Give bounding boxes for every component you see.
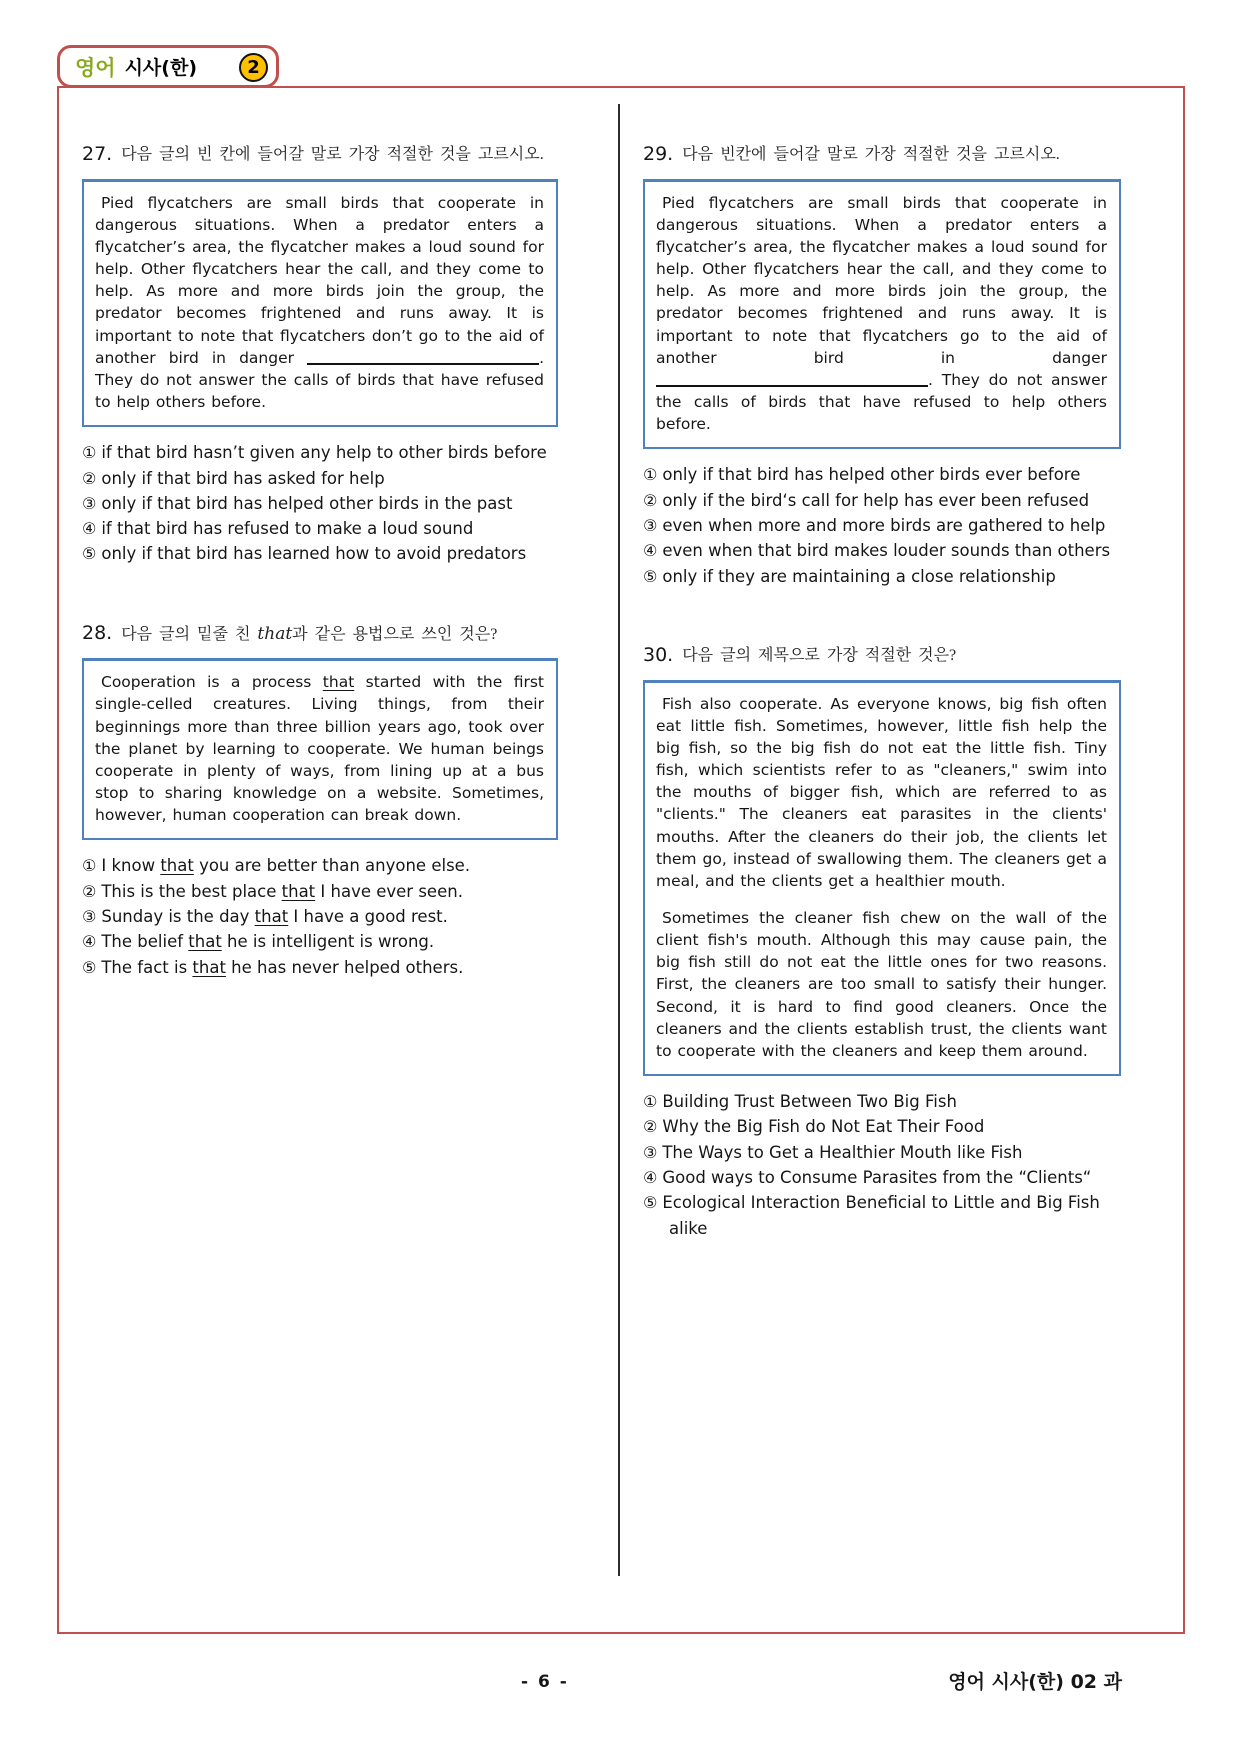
option-text: only if they are maintaining a close relationship xyxy=(662,566,1056,586)
fill-in-blank xyxy=(656,374,928,387)
option-item xyxy=(82,466,558,491)
option-list xyxy=(82,440,558,567)
passage-paragraph: Pied flycatchers are small birds that cooperate in dangerous situations. When a predator enters a flycatcher’s area, the flycatcher makes a loud sound for help. Other flycatchers hear the call, and they come to help. As more and more birds join the group, the predator becomes frightened and runs away. It is important to note that flycatchers go to the aid of another bird in danger . They do not answer the calls of birds that have refused to help others before. xyxy=(656,193,1107,434)
option-marker: ④ xyxy=(643,541,658,561)
option-list xyxy=(643,1089,1121,1241)
question-number: 28. xyxy=(82,621,113,644)
option-marker: ④ xyxy=(82,932,97,952)
right-column xyxy=(643,142,1121,1241)
option-item xyxy=(643,1089,1121,1114)
option-text: The Ways to Get a Healthier Mouth like Fish xyxy=(662,1142,1023,1162)
option-item xyxy=(82,516,558,541)
option-text: The fact is that he has never helped others. xyxy=(101,957,464,977)
question-27-head xyxy=(82,142,558,168)
column-divider xyxy=(618,104,620,1576)
option-text: Good ways to Consume Parasites from the “Clients“ xyxy=(662,1168,1092,1187)
option-item xyxy=(82,929,558,954)
passage-box xyxy=(82,179,558,428)
option-list xyxy=(643,462,1121,589)
question-30-head xyxy=(643,643,1121,669)
option-marker: ③ xyxy=(82,493,97,513)
question-29-head xyxy=(643,142,1121,168)
option-item xyxy=(82,491,558,516)
passage-paragraph: Sometimes the cleaner fish chew on the wall of the client fish's mouth. Although this may cause pain, the big fish still do not eat the little ones for two reasons. First, the cleaners are too small to satisfy their hunger. Second, it is hard to find good cleaners. Once the cleaners and the clients establish trust, the clients want to cooperate with the cleaners and keep them around. xyxy=(656,908,1107,1060)
option-item xyxy=(643,1140,1121,1165)
question-prompt: 다음 글의 밑줄 친 that과 같은 용법으로 쓰인 것은? xyxy=(121,623,498,644)
option-text: I know that you are better than anyone else. xyxy=(101,856,471,876)
option-marker: ① xyxy=(643,465,658,485)
option-text: if that bird hasn’t given any help to other birds before xyxy=(101,443,547,463)
passage-box xyxy=(82,658,558,840)
option-marker: ⑤ xyxy=(643,1193,658,1213)
option-item xyxy=(643,1190,1121,1240)
question-30 xyxy=(643,643,1121,1241)
option-item xyxy=(82,904,558,929)
option-marker: ③ xyxy=(643,515,658,535)
option-marker: ③ xyxy=(82,906,97,926)
option-text: if that bird has refused to make a loud sound xyxy=(101,519,474,539)
fill-in-blank xyxy=(307,352,539,365)
option-item xyxy=(643,1114,1121,1139)
option-item xyxy=(643,462,1121,487)
course-label: 시사(한) xyxy=(124,57,198,79)
option-text: Ecological Interaction Beneficial to Little and Big Fish alike xyxy=(662,1193,1100,1238)
option-item xyxy=(82,853,558,878)
option-item xyxy=(643,1165,1121,1190)
option-item xyxy=(82,955,558,980)
left-column xyxy=(82,142,558,980)
question-29 xyxy=(643,142,1121,589)
option-list xyxy=(82,853,558,980)
option-item xyxy=(643,564,1121,589)
question-number: 30. xyxy=(643,643,674,666)
option-item xyxy=(643,488,1121,513)
option-marker: ⑤ xyxy=(82,957,97,977)
footer-doc-label: 영어 시사(한) 02 과 xyxy=(948,1671,1122,1693)
question-28 xyxy=(82,621,558,980)
question-number: 27. xyxy=(82,143,113,165)
option-text: The belief that he is intelligent is wrong. xyxy=(101,932,435,952)
lesson-number-badge: 2 xyxy=(239,53,268,82)
option-item xyxy=(82,440,558,465)
question-prompt: 다음 글의 제목으로 가장 적절한 것은? xyxy=(682,646,957,664)
question-prompt: 다음 글의 빈 칸에 들어갈 말로 가장 적절한 것을 고르시오. xyxy=(121,146,544,163)
option-marker: ② xyxy=(643,1117,658,1137)
subject-label: 영어 xyxy=(75,55,116,80)
option-text: only if that bird has helped other birds ever before xyxy=(662,465,1081,485)
option-marker: ① xyxy=(82,443,97,463)
question-number: 29. xyxy=(643,143,674,165)
question-28-head xyxy=(82,621,558,648)
option-marker: ⑤ xyxy=(82,544,97,564)
option-text: Sunday is the day that I have a good rest. xyxy=(101,906,448,926)
passage-paragraph: Pied flycatchers are small birds that cooperate in dangerous situations. When a predator enters a flycatcher’s area, the flycatcher makes a loud sound for help. Other flycatchers hear the call, and they come to help. As more and more birds join the group, the predator becomes frightened and runs away. It is important to note that flycatchers don’t go to the aid of another bird in danger . They do not answer the calls of birds that have refused to help others before. xyxy=(95,193,544,412)
footer-page-number: - 6 - xyxy=(521,1672,569,1692)
option-marker: ② xyxy=(82,881,97,901)
passage-box xyxy=(643,680,1121,1077)
option-marker: ② xyxy=(82,468,97,488)
option-text: even when that bird makes louder sounds than others xyxy=(662,541,1111,561)
option-text: only if that bird has learned how to avoid predators xyxy=(101,544,527,564)
option-item xyxy=(82,879,558,904)
option-text: only if that bird has helped other birds in the past xyxy=(101,493,513,513)
passage-paragraph: Cooperation is a process that started with the first single-celled creatures. Living things, from their beginnings more than three billion years ago, took over the planet by learning to cooperate. We human beings cooperate in plenty of ways, from lining up at a bus stop to sharing knowledge on a website. Sometimes, however, human cooperation can break down. xyxy=(95,673,544,825)
option-text: Building Trust Between Two Big Fish xyxy=(662,1092,957,1112)
option-marker: ④ xyxy=(643,1168,658,1187)
option-marker: ④ xyxy=(82,519,97,539)
header-tab xyxy=(57,45,279,88)
option-text: Why the Big Fish do Not Eat Their Food xyxy=(662,1117,985,1137)
option-text: only if the bird‘s call for help has ever been refused xyxy=(662,490,1090,510)
option-item xyxy=(82,541,558,566)
option-item xyxy=(643,538,1121,563)
option-item xyxy=(643,513,1121,538)
option-marker: ⑤ xyxy=(643,566,658,586)
question-prompt: 다음 빈칸에 들어갈 말로 가장 적절한 것을 고르시오. xyxy=(682,146,1060,163)
passage-box xyxy=(643,179,1121,450)
option-marker: ① xyxy=(643,1092,658,1112)
option-text: only if that bird has asked for help xyxy=(101,468,385,488)
option-marker: ② xyxy=(643,490,658,510)
passage-paragraph: Fish also cooperate. As everyone knows, big fish often eat little fish. Sometimes, however, little fish help the big fish, so the big fish do not eat the little fish. Tiny fish, which scientists refer to as "cleaners," swim into the mouths of bigger fish, which are referred to as "clients." The cleaners eat parasites in the clients' mouths. After the cleaners do their job, the clients let them go, instead of swallowing them. The cleaners get a meal, and the clients get a healthier mouth. xyxy=(656,694,1107,890)
option-marker: ③ xyxy=(643,1142,658,1162)
option-text: This is the best place that I have ever seen. xyxy=(101,881,463,901)
option-marker: ① xyxy=(82,856,97,876)
question-27 xyxy=(82,142,558,567)
option-text: even when more and more birds are gathered to help xyxy=(662,515,1106,535)
